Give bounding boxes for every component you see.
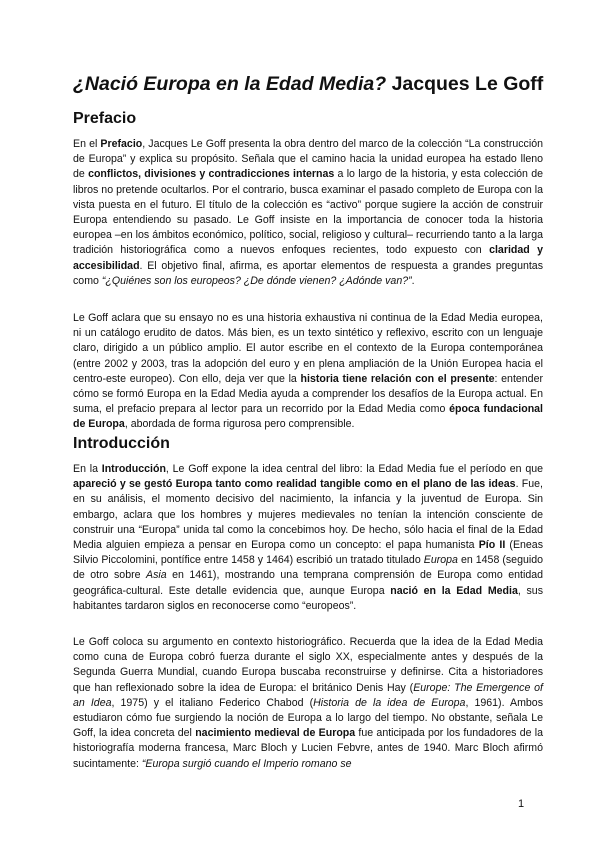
bold-run: historia tiene relación con el presente [300,372,495,385]
document-title [73,72,543,96]
text-run: En la [73,463,102,475]
text-run: . [411,274,415,287]
text-run: , Le Goff expone la idea central del libro: la Edad Media fue el período en que [165,463,543,475]
text-run: , 1975) y el italiano Federico Chabod ( [111,696,314,709]
text-run: , sus habitantes tardaron siglos en reconocerse como “europeos”. [73,584,543,612]
italic-run: Asia [146,569,167,582]
paragraph-introduccion-2 [73,635,543,772]
text-run: , 1961). Ambos estudiaron cómo fue surgiendo la noción de Europa a lo largo del tiempo. No obstante, señala Le Goff, la idea concreta del [73,696,543,740]
text-run: Le Goff coloca su argumento en contexto historiográfico. Recuerda que la idea de la Edad Media como cuna de Europa cobró fuerza durante el siglo XX, especialmente antes y después de la Segunda Guerra Mundial, cuando Europa buscaba reconstruirse y definirse. Cita a historiadores que han reflexionado sobre la idea de Europa: el británico Denis Hay ( [73,636,543,694]
section-heading-prefacio: Prefacio [73,110,137,127]
text-run: : entender cómo se formó Europa en la Edad Media ayuda a comprender los desafíos de la Europa actual. En suma, el prefacio prepara al lector para un recorrido por la Edad Media como [73,372,543,416]
text-run: fue anticipada por los fundadores de la historiografía moderna francesa, Marc Bloch y Lucien Febvre, antes de 1940. Marc Bloch afirmó sucintamente: [73,727,544,770]
text-run: En el [73,138,101,150]
bold-run: conflictos, divisiones y contradicciones internas [88,168,335,181]
italic-run: “¿Quiénes son los europeos? ¿De dónde vienen? ¿Adónde van?” [101,274,412,287]
bold-run: época fundacional de Europa [73,403,543,431]
bold-run: apareció y se gestó Europa tanto como realidad tangible como en el plano de las ideas [73,478,516,491]
title-italic: ¿Nació Europa en la Edad Media? [73,73,387,95]
bold-run: Prefacio [100,138,143,150]
italic-run: Europe: The Emergence of an Idea [73,681,543,709]
text-run: (Eneas Silvio Piccolomini, pontífice entre 1458 y 1464) escribió un tratado titulado [73,539,543,567]
italic-run: Europa [423,554,458,567]
text-run: en 1458 (seguido de otro sobre [73,554,543,582]
page-number: 1 [518,798,525,810]
italic-run: Historia de la idea de Europa [313,696,466,709]
bold-run: Introducción [101,463,166,475]
text-run: . Fue, en su análisis, el momento decisivo del nacimiento, la infancia y la juventud de Europa. Sin embargo, aclara que los hombres y mujeres medievales no tenían la intención consciente de construir una “Europa” unida tal como la concebimos hoy. De hecho, sólo hacia el final de la Edad Media alguien empieza a pensar en Europa como un concepto: el papa humanista [73,478,543,552]
title-author: Jacques Le Goff [391,73,544,95]
text-run: a lo largo de la historia, y esta colección de libros no pretende ocultarlos. Por el contrario, busca examinar el pasado completo de Europa con la vista puesta en el futuro. El título de la colección es “activo” porque sugiere la acción de construir Europa entendiendo su pasado. Le Goff insiste en la importancia de conocer toda la historia europea –en los ámbitos económico, político, social, religioso y cultural– recurriendo tanto a la larga tradición historiográfica como a nuevos enfoques recientes, todo expuesto con [73,168,544,257]
italic-run: “Europa surgió cuando el Imperio romano se [141,757,352,770]
paragraph-prefacio-2 [73,311,543,433]
bold-run: nacimiento medieval de Europa [195,727,356,740]
text-run: , abordada de forma rigurosa pero comprensible. [124,418,355,431]
bold-run: Pío II [478,539,506,552]
text-run: . El objetivo final, afirma, es aportar elementos de respuesta a grandes preguntas como [73,259,543,287]
text-run: Le Goff aclara que su ensayo no es una historia exhaustiva ni continua de la Edad Media europea, ni un catálogo erudito de datos. Más bien, es un texto sintético y reflexivo, escrito con un lenguaje claro, dirigido a un público amplio. El autor escribe en el contexto de la Europa contemporánea (entre 2002 y 2003, tras la adopción del euro y en plena ampliación de la Unión Europea hacia el centro-este europeo). Con ello, deja ver que la [73,312,543,385]
bold-run: claridad y accesibilidad [73,244,544,272]
paragraph-prefacio-1 [73,137,543,289]
text-run: , Jacques Le Goff presenta la obra dentro del marco de la colección “La construcción de Europa” y explica su propósito. Señala que el camino hacia la unidad europea ha estado lleno de [73,138,543,181]
text-run: en 1461), mostrando una temprana comprensión de Europa como entidad geográfica-cultural. Este detalle evidencia que, aunque Europa [73,569,543,597]
paragraph-introduccion-1 [73,462,543,614]
section-heading-introduccion: Introducción [73,435,170,452]
bold-run: nació en la Edad Media [390,584,518,597]
